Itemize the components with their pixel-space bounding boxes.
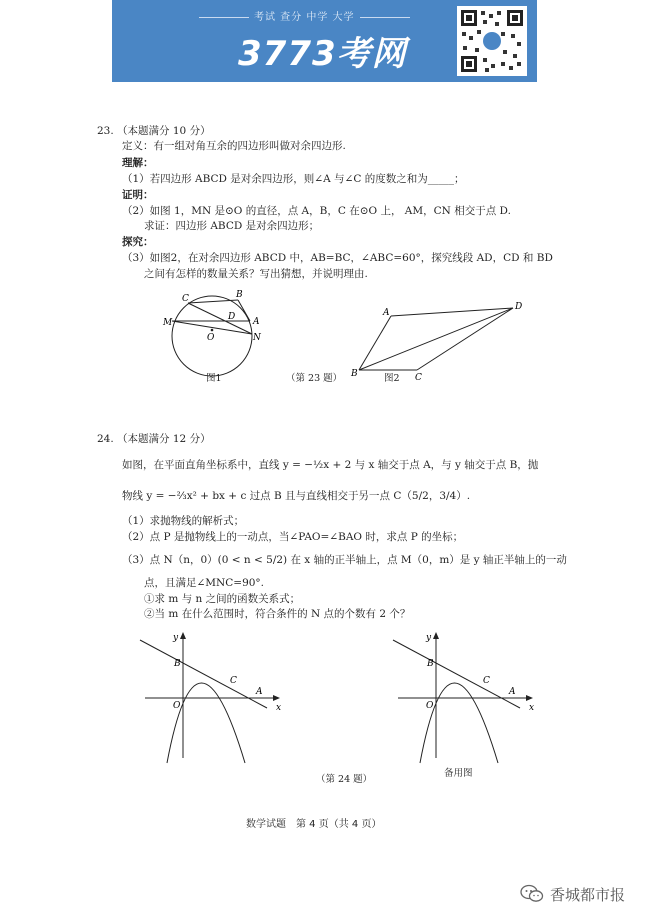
center-point bbox=[211, 329, 214, 332]
watermark-text: 香城都市报 bbox=[550, 886, 626, 904]
label-b: B bbox=[351, 369, 358, 379]
q23-proof-label: 证明： bbox=[122, 189, 154, 201]
parabola bbox=[420, 683, 498, 763]
label-c: C bbox=[230, 676, 237, 686]
q23-definition: 定义：有一组对角互余的四边形叫做对余四边形. bbox=[122, 140, 346, 152]
label-d: D bbox=[228, 312, 236, 322]
q23-part2: （2）如图 1，MN 是⊙O 的直径，点 A，B，C 在⊙O 上， AM，CN 相交于点 D. bbox=[122, 205, 511, 217]
label-a: A bbox=[256, 687, 263, 697]
q23-part1: （1）若四边形 ABCD 是对余四边形，则∠A 与∠C 的度数之和为_____； bbox=[122, 173, 465, 185]
q23-caption: （第 23 题） bbox=[286, 373, 343, 384]
label-o: O bbox=[207, 333, 215, 343]
q24-graph-main bbox=[135, 628, 285, 768]
q24-spare-caption: 备用图 bbox=[444, 768, 473, 779]
q24-part3-line2: 点，且满足∠MNC=90°. bbox=[144, 577, 265, 589]
q24-part2: （2）点 P 是抛物线上的一动点，当∠PAO=∠BAO 时，求点 P 的坐标； bbox=[122, 531, 464, 543]
q23-fig1-caption: 图1 bbox=[206, 373, 222, 384]
parabola bbox=[167, 683, 245, 763]
segment-ad bbox=[391, 308, 513, 316]
label-o: O bbox=[173, 701, 181, 711]
label-b: B bbox=[427, 659, 434, 669]
chord-cb bbox=[188, 300, 238, 303]
label-a: A bbox=[253, 317, 260, 327]
label-m: M bbox=[163, 318, 173, 328]
y-axis-arrow bbox=[180, 632, 186, 639]
wechat-icon bbox=[520, 884, 544, 908]
q24-header: 24. （本题满分 12 分） bbox=[97, 433, 211, 445]
q23-figure2 bbox=[345, 298, 530, 388]
segment-ab bbox=[359, 316, 391, 370]
q24-part3-line1: （3）点 N（n，0）(0 < n < 5/2) 在 x 轴的正半轴上，点 M（0，m）是 y 轴正半轴上的一动 bbox=[122, 554, 567, 566]
label-n: N bbox=[253, 333, 261, 343]
q23-part3-line1: （3）如图2，在对余四边形 ABCD 中，AB=BC，∠ABC=60°，探究线段 AD，CD 和 BD bbox=[122, 252, 553, 264]
label-o: O bbox=[426, 701, 434, 711]
q24-sub2: ②当 m 在什么范围时，符合条件的 N 点的个数有 2 个？ bbox=[144, 608, 411, 620]
label-b: B bbox=[236, 290, 243, 300]
q24-caption: （第 24 题） bbox=[316, 774, 373, 785]
label-c: C bbox=[415, 373, 422, 383]
q23-header: 23. （本题满分 10 分） bbox=[97, 125, 211, 137]
x-axis-arrow bbox=[526, 695, 533, 701]
q24-sub1: ①求 m 与 n 之间的函数关系式； bbox=[144, 593, 301, 605]
label-c: C bbox=[483, 676, 490, 686]
q24-intro-line1: 如图，在平面直角坐标系中，直线 y = −½x + 2 与 x 轴交于点 A，与 y 轴交于点 B，抛 bbox=[122, 459, 539, 471]
label-x: x bbox=[276, 703, 282, 713]
chord-ba bbox=[238, 300, 250, 321]
label-c: C bbox=[182, 294, 189, 304]
page-footer: 数学试题 第 4 页（共 4 页） bbox=[246, 819, 382, 830]
q24-intro-line2: 物线 y = −⅔x² + bx + c 过点 B 且与直线相交于另一点 C（5/2，3/4）. bbox=[122, 490, 471, 502]
label-x: x bbox=[529, 703, 535, 713]
banner-tagline: 考试 查分 中学 大学 bbox=[194, 8, 415, 23]
q23-understand-label: 理解： bbox=[122, 157, 154, 169]
label-a: A bbox=[509, 687, 516, 697]
segment-cd bbox=[417, 308, 513, 370]
header-banner bbox=[112, 0, 537, 82]
label-y: y bbox=[426, 633, 432, 643]
q23-figure1 bbox=[160, 286, 270, 386]
qr-code-icon bbox=[457, 6, 527, 76]
site-logo: 3773考网 bbox=[238, 34, 407, 74]
q24-part1: （1）求抛物线的解析式； bbox=[122, 515, 245, 527]
q23-part2-goal: 求证：四边形 ABCD 是对余四边形； bbox=[144, 220, 320, 232]
q23-fig2-caption: 图2 bbox=[384, 373, 400, 384]
q23-explore-label: 探究： bbox=[122, 236, 154, 248]
label-a: A bbox=[383, 308, 390, 318]
x-axis-arrow bbox=[273, 695, 280, 701]
q23-part3-line2: 之间有怎样的数量关系？写出猜想，并说明理由. bbox=[144, 268, 368, 280]
y-axis-arrow bbox=[433, 632, 439, 639]
label-y: y bbox=[173, 633, 179, 643]
label-d: D bbox=[515, 302, 523, 312]
label-b: B bbox=[174, 659, 181, 669]
q24-graph-spare bbox=[388, 628, 538, 768]
